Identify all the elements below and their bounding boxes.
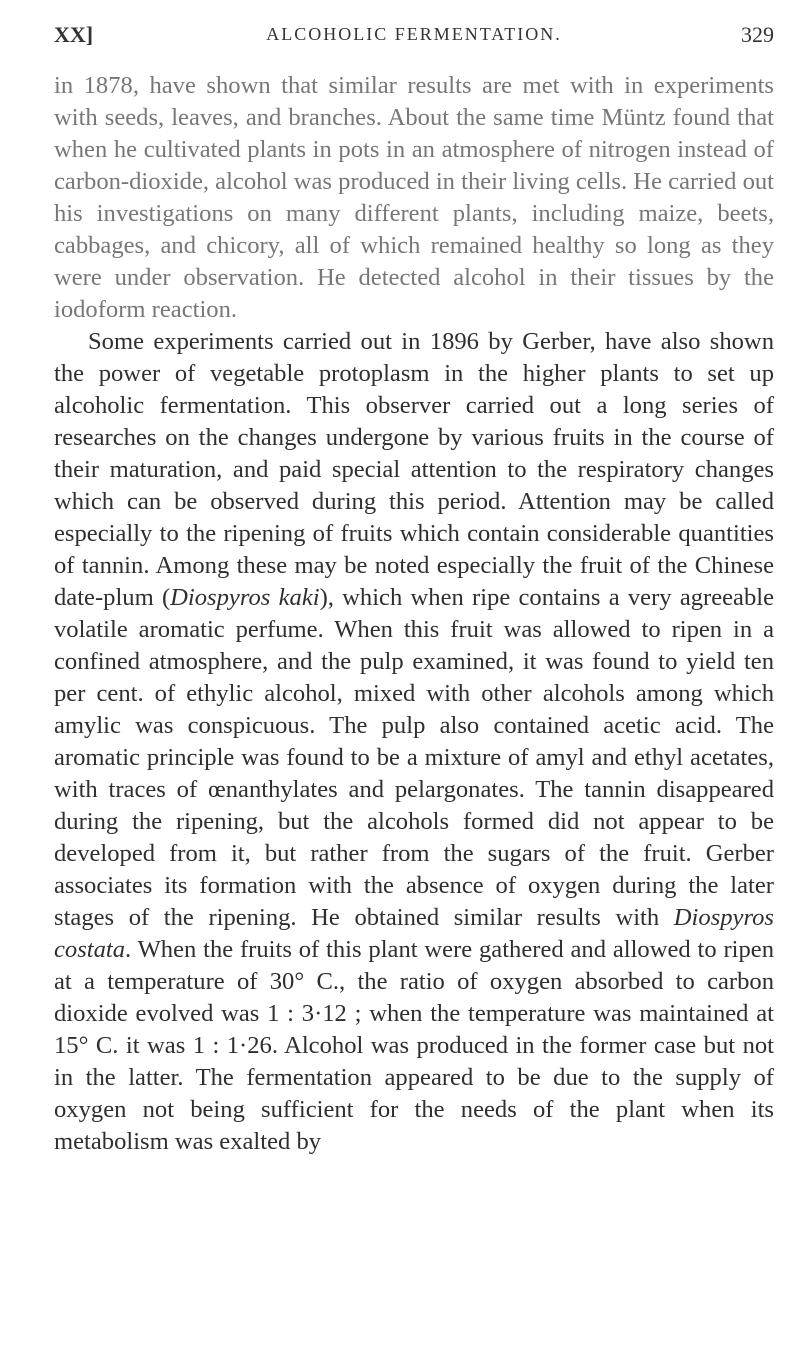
paragraph-gerber [54, 326, 774, 1158]
paragraph-text: . When the fruits of this plant were gathered and allowed to ripen at a temperature of 30° C., the ratio of oxygen absorbed to carbon dioxide evolved was 1 : 3·12 ; when the temperature was maintained at 15° C. it was 1 : 1·26. Alcohol was produced in the former case but not in the latter. The fermentation appeared to be due to the supply of oxygen not being sufficient for the needs of the plant when its metabolism was exalted by [54, 936, 774, 1155]
paragraph-text: ), which when ripe contains a very agreeable volatile aromatic perfume. When this fruit was allowed to ripen in a confined atmosphere, and the pulp examined, it was found to yield ten per cent. of ethylic alcohol, mixed with other alcohols among which amylic was conspicuous. The pulp also contained acetic acid. The aromatic principle was found to be a mixture of amyl and ethyl acetates, with traces of œnanthylates and pelargonates. The tannin disappeared during the ripening, but the alcohols formed did not appear to be developed from it, but rather from the sugars of the fruit. Gerber associates its formation with the absence of oxygen during the later stages of the ripening. He obtained similar results with [54, 584, 775, 931]
paragraph-continued [54, 70, 774, 326]
book-page [54, 22, 774, 1158]
body-text [54, 70, 774, 1158]
species-name-costata: Diospyros costata [54, 904, 774, 963]
chapter-marker: XX] [54, 22, 94, 47]
page-number: 329 [741, 22, 774, 47]
running-head [54, 22, 774, 58]
species-name-kaki: Diospyros kaki [170, 584, 320, 611]
paragraph-text: Some experiments carried out in 1896 by Gerber, have also shown the power of vegetable protoplasm in the higher plants to set up alcoholic fermentation. This observer carried out a long series of researches on the changes undergone by various fruits in the course of their maturation, and paid special attention to the respiratory changes which can be observed during this period. Attention may be called especially to the ripening of fruits which contain considerable quantities of tannin. Among these may be noted especially the fruit of the Chinese date-plum ( [54, 328, 774, 611]
paragraph-text: in 1878, have shown that similar results are met with in experiments with seeds, leaves, and branches. About the same time Müntz found that when he cultivated plants in pots in an atmosphere of nitrogen instead of carbon-dioxide, alcohol was produced in their living cells. He carried out his investigations on many different plants, including maize, beets, cabbages, and chicory, all of which remained healthy so long as they were under observation. He detected alcohol in their tissues by the iodoform reaction. [54, 72, 774, 323]
running-title: ALCOHOLIC FERMENTATION. [266, 24, 562, 44]
